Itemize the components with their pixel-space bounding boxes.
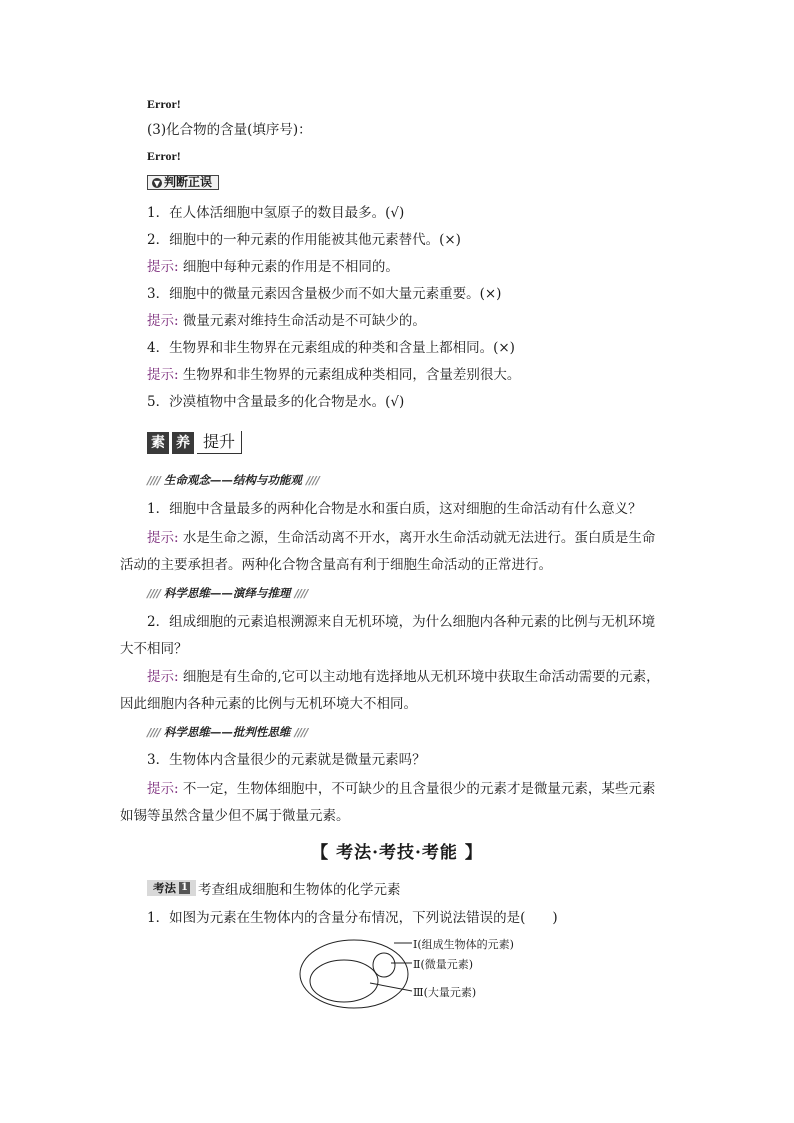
suyang-char-1: 素 — [147, 432, 169, 454]
judgment-5: 5．沙漠植物中含量最多的化合物是水。(√) — [147, 394, 405, 410]
tisheng-label: 提升 — [197, 431, 242, 454]
subheading-1-text: 生命观念——结构与功能观 — [163, 473, 302, 487]
judgment-3: 3．细胞中的微量元素因含量极少而不如大量元素重要。(×) — [147, 286, 502, 302]
suyang-tisheng-header — [147, 430, 242, 454]
hint-text: 细胞是有生命的,它可以主动地有选择地从无机环境中获取生命活动需要的元素， — [182, 669, 660, 685]
kaofa-tag — [147, 880, 196, 896]
hint-label: 提示: — [147, 530, 179, 546]
inner-ellipse — [310, 960, 378, 1002]
subheading-3: //// 科学思维——批判性思维 //// — [147, 725, 308, 739]
question-3-hint — [147, 780, 655, 798]
venn-diagram — [298, 935, 528, 1015]
section-title: 【 考法·考技·考能 】 — [311, 843, 483, 863]
hint-label: 提示: — [147, 781, 179, 797]
question-3-hint-cont: 如锡等虽然含量少但不属于微量元素。 — [120, 808, 350, 824]
question-2-cont: 大不相同？ — [120, 641, 188, 657]
judgment-1: 1．在人体活细胞中氢原子的数目最多。(√) — [147, 205, 405, 221]
hint-label: 提示: — [147, 669, 179, 685]
error-text-1: Error! — [147, 97, 181, 111]
subheading-2-text: 科学思维——演绎与推理 — [163, 586, 291, 600]
chevron-down-icon: ▼ — [153, 177, 161, 188]
subheading-1: //// 生命观念——结构与功能观 //// — [147, 473, 319, 487]
hint-label: 提示: — [147, 259, 179, 275]
compound-heading: (3)化合物的含量(填序号)： — [147, 122, 312, 138]
hint-text: 生物界和非生物界的元素组成种类相同，含量差别很大。 — [182, 367, 521, 383]
kaofa-header — [147, 878, 401, 898]
error-text-2: Error! — [147, 149, 181, 163]
subheading-2: //// 科学思维——演绎与推理 //// — [147, 586, 308, 600]
judgment-hint-4 — [147, 366, 520, 384]
question-1: 1．细胞中含量最多的两种化合物是水和蛋白质，这对细胞的生命活动有什么意义？ — [147, 501, 642, 517]
judgment-2: 2．细胞中的一种元素的作用能被其他元素替代。(×) — [147, 232, 461, 248]
subheading-3-text: 科学思维——批判性思维 — [163, 725, 291, 739]
question-3: 3．生物体内含量很少的元素就是微量元素吗？ — [147, 752, 426, 768]
diagram-label-3: Ⅲ(大量元素) — [413, 986, 477, 999]
question-2: 2．组成细胞的元素追根溯源来自无机环境，为什么细胞内各种元素的比例与无机环境 — [147, 614, 656, 630]
question-2-hint-cont: 因此细胞内各种元素的比例与无机环境大不相同。 — [120, 696, 417, 712]
question-1-hint-cont: 活动的主要承担者。两种化合物含量高有利于细胞生命活动的正常进行。 — [120, 557, 552, 573]
kaofa-title: 考查组成细胞和生物体的化学元素 — [198, 882, 401, 898]
hint-text: 不一定，生物体细胞中，不可缺少的且含量很少的元素才是微量元素，某些元素 — [182, 781, 656, 797]
hint-text: 水是生命之源，生命活动离不开水，离开水生命活动就无法进行。蛋白质是生命 — [182, 530, 656, 546]
diagram-label-1: Ⅰ(组成生物体的元素) — [413, 938, 514, 951]
judgment-4: 4．生物界和非生物界在元素组成的种类和含量上都相同。(×) — [147, 340, 515, 356]
small-ellipse — [373, 953, 395, 977]
exercise-1: 1．如图为元素在生物体内的含量分布情况，下列说法错误的是( ) — [147, 910, 558, 926]
judgment-hint-2 — [147, 258, 399, 276]
judgment-hint-3 — [147, 312, 426, 330]
hint-label: 提示: — [147, 313, 179, 329]
kaofa-tag-label: 考法 — [153, 881, 176, 895]
judge-badge-label: 判断正误 — [164, 175, 213, 189]
judge-badge — [147, 175, 219, 190]
hint-text: 微量元素对维持生命活动是不可缺少的。 — [182, 313, 426, 329]
question-2-hint — [147, 668, 660, 686]
hint-text: 细胞中每种元素的作用是不相同的。 — [182, 259, 399, 275]
hint-label: 提示: — [147, 367, 179, 383]
question-1-hint — [147, 529, 655, 547]
diagram-label-2: Ⅱ(微量元素) — [413, 958, 474, 971]
kaofa-tag-number: 1 — [179, 882, 190, 894]
suyang-char-2: 养 — [172, 432, 194, 454]
